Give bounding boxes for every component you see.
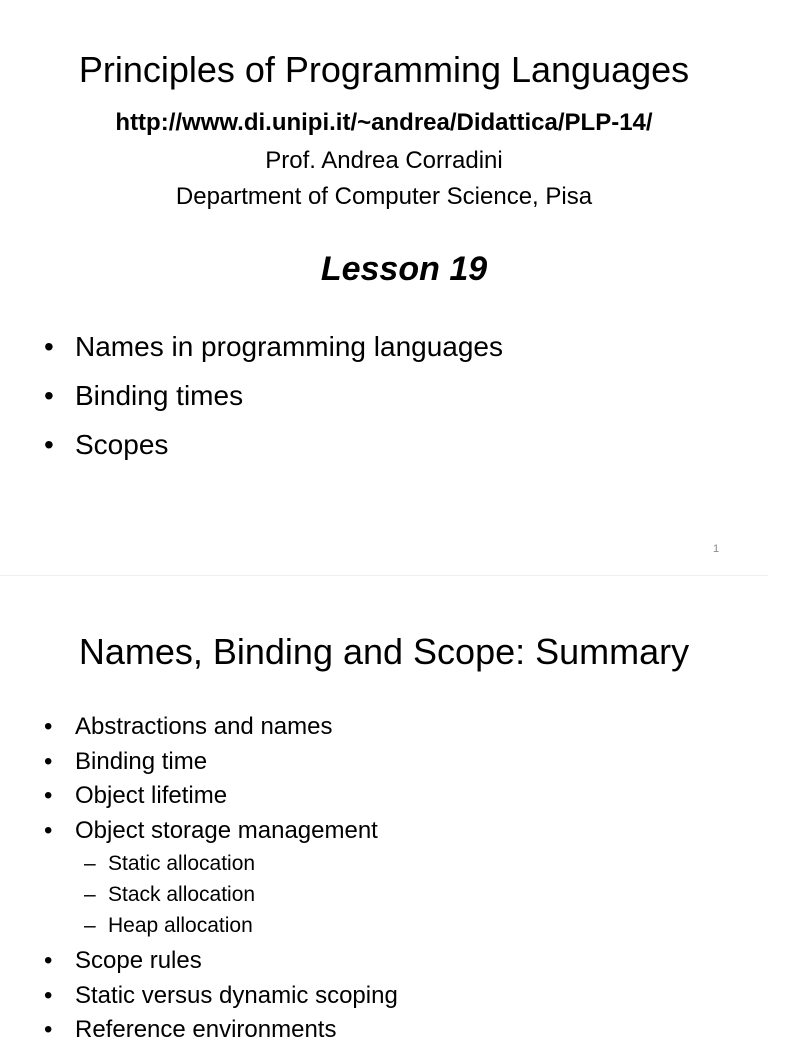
list-item: • Names in programming languages	[44, 322, 503, 371]
sub-list-item	[44, 848, 398, 879]
lesson-heading: Lesson 19	[320, 250, 488, 288]
page-number: 1	[713, 543, 720, 555]
list-item: • Binding time	[44, 745, 398, 780]
author-name: Prof. Andrea Corradini	[265, 147, 503, 174]
sub-list-item-label: Static allocation	[108, 852, 256, 875]
sub-list-item-label: Stack allocation	[108, 883, 256, 906]
sub-list-item	[44, 879, 398, 910]
list-item: • Binding times	[44, 371, 503, 420]
lesson-topics-list	[44, 322, 503, 469]
list-item: • Scopes	[44, 420, 503, 469]
sub-list-item	[44, 910, 398, 941]
slide-title: Names, Binding and Scope: Summary	[78, 631, 690, 672]
list-item: • Object storage management	[44, 814, 398, 849]
list-item: • Object lifetime	[44, 779, 398, 814]
department-name: Department of Computer Science, Pisa	[175, 183, 593, 210]
sub-list-item-label: Heap allocation	[108, 914, 253, 937]
course-url: http://www.di.unipi.it/~andrea/Didattica/PLP-14/	[115, 109, 653, 136]
list-item: • Static versus dynamic scoping	[44, 979, 398, 1014]
slide-2	[0, 576, 768, 1043]
list-item: • Reference environments	[44, 1013, 398, 1048]
list-item: • Scope rules	[44, 944, 398, 979]
slide-title: Principles of Programming Languages	[78, 49, 690, 90]
summary-list	[44, 710, 398, 1048]
list-item: • Abstractions and names	[44, 710, 398, 745]
